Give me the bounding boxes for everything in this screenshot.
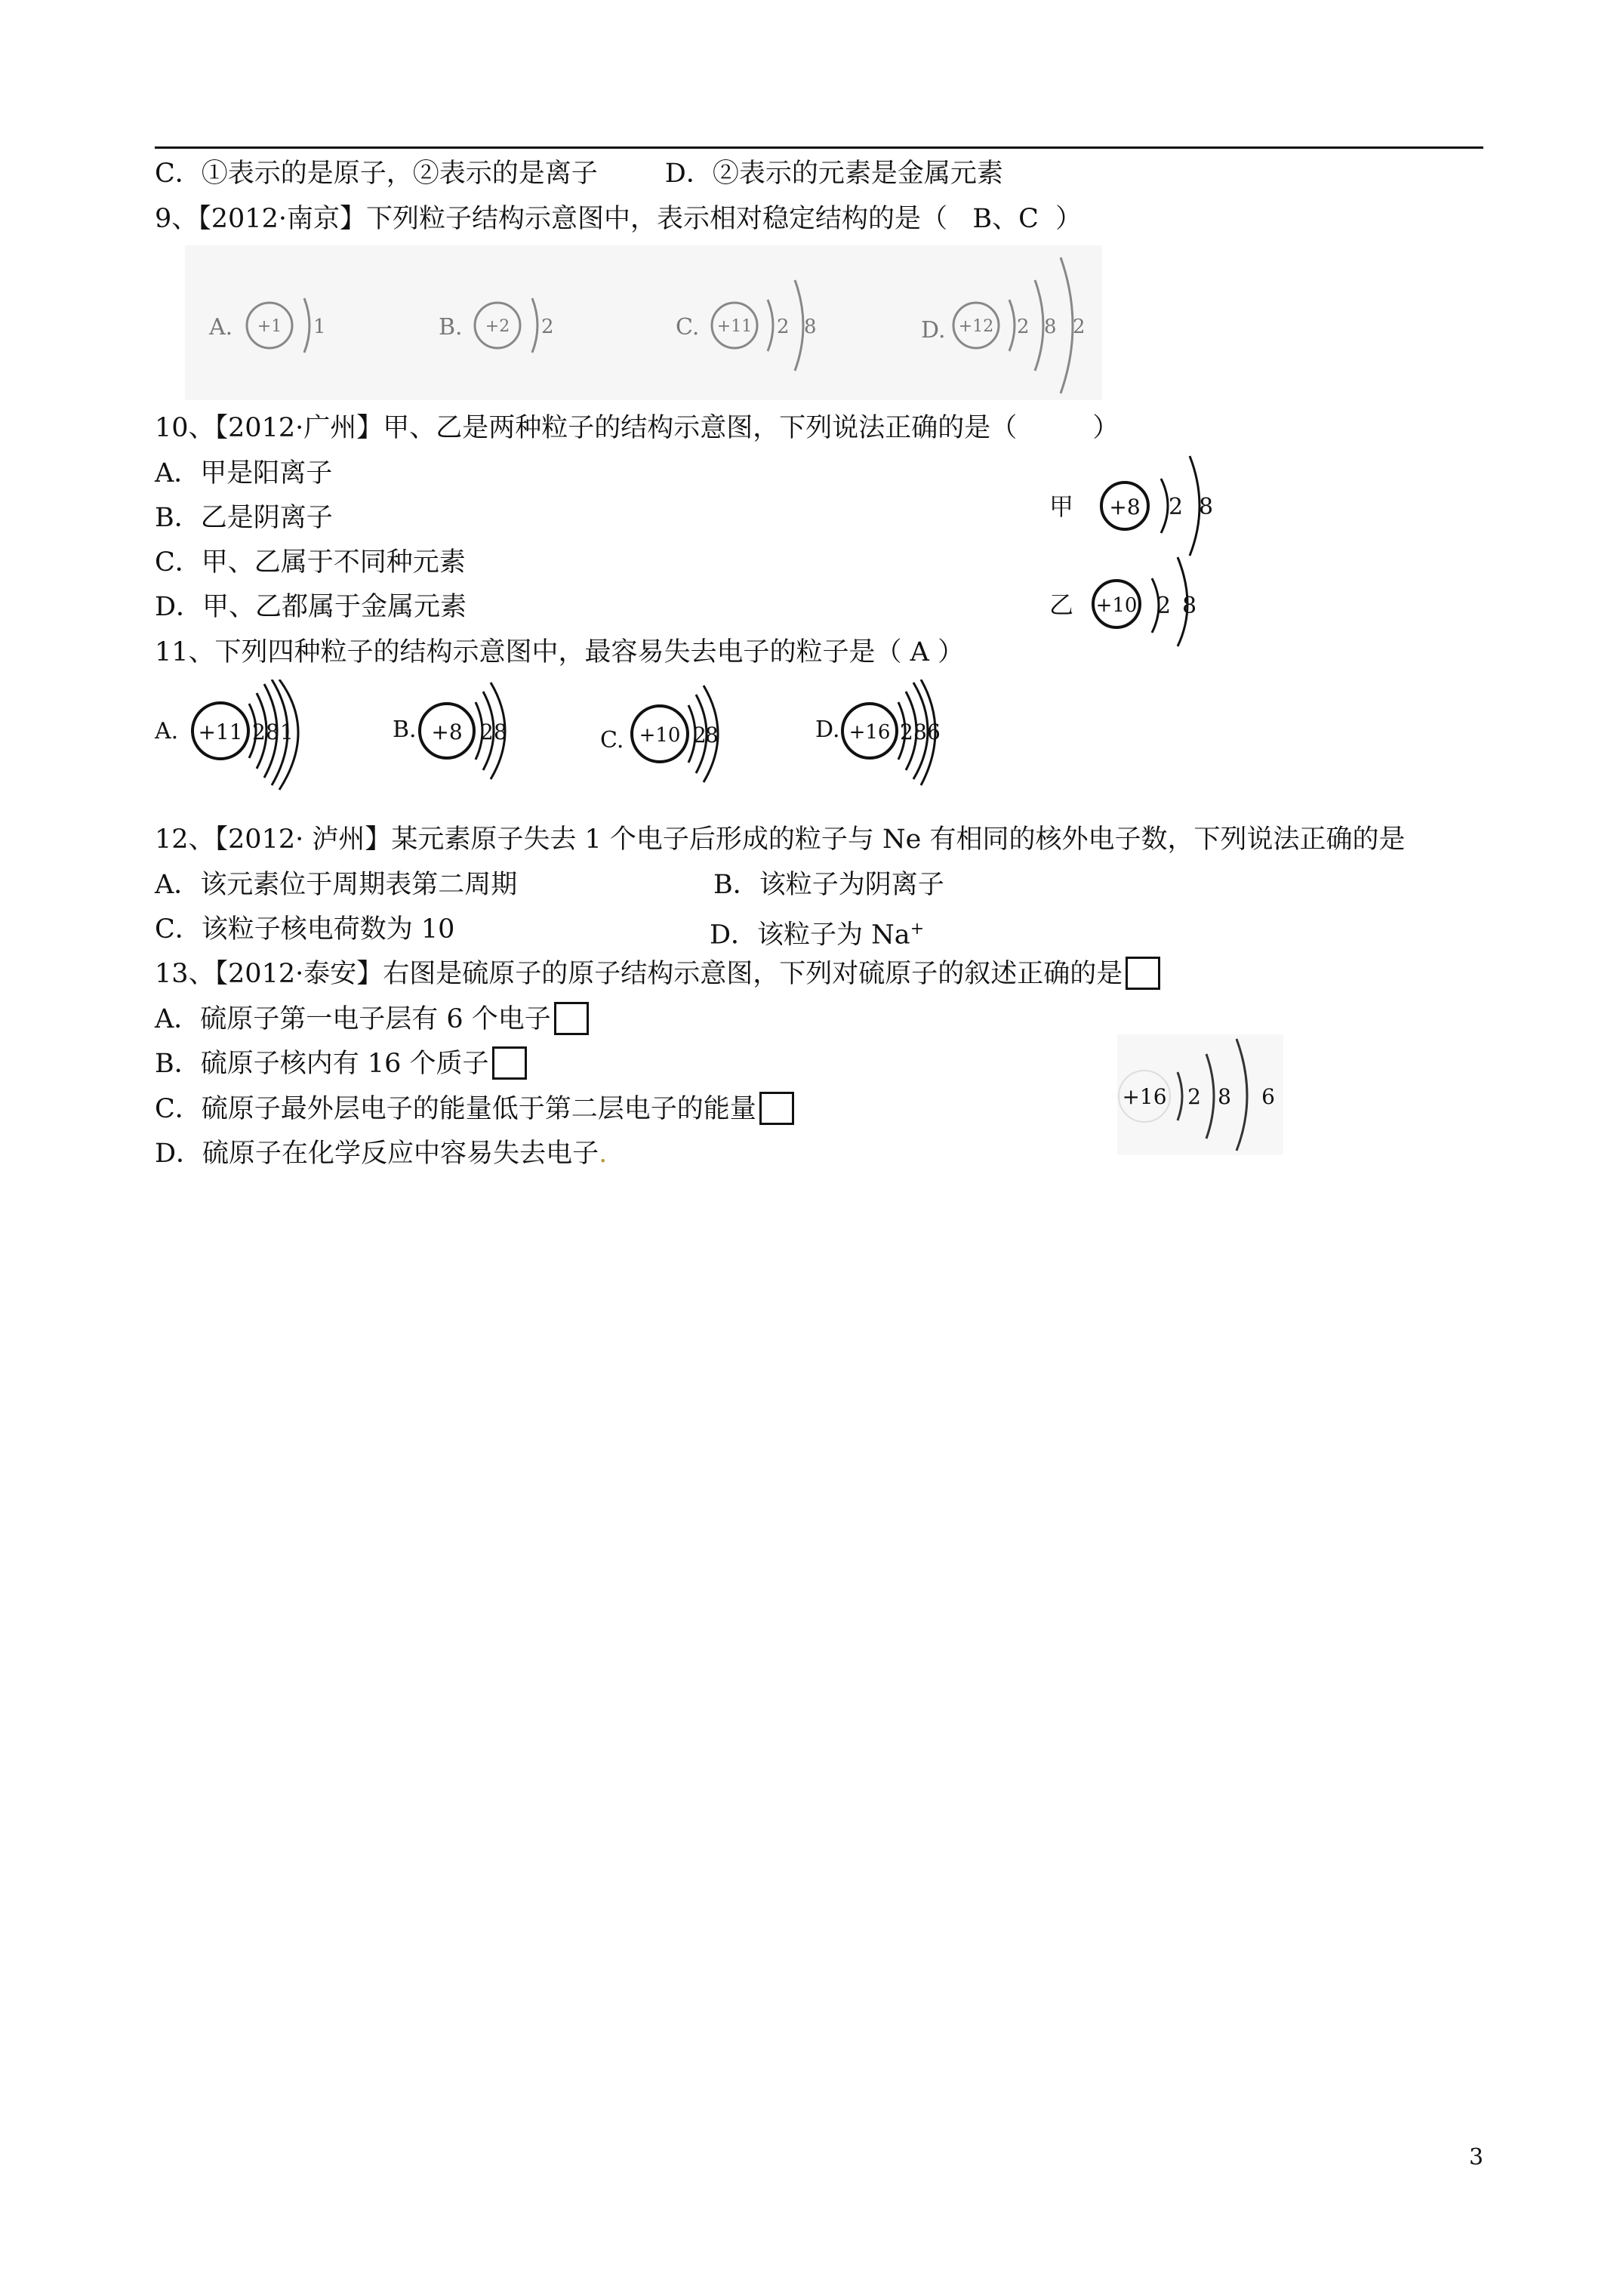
q10-yi-label: 乙 bbox=[1049, 590, 1074, 619]
q9-option-d-shell-3: 2 bbox=[1073, 316, 1086, 338]
q11-option-b-nucleus: +8 bbox=[431, 720, 463, 744]
q11-option-c-nucleus: +10 bbox=[639, 724, 681, 747]
q10-option-c: C．甲、乙属于不同种元素 bbox=[155, 547, 466, 578]
q13-option-d-text: D．硫原子在化学反应中容易失去电子 bbox=[155, 1139, 599, 1169]
q10-jia-nucleus: +8 bbox=[1109, 495, 1141, 519]
q11-option-b-shell-1: 2 bbox=[480, 720, 494, 744]
q13-option-b-text: B．硫原子核内有 16 个质子 bbox=[155, 1049, 489, 1079]
q13-option-c bbox=[155, 1092, 794, 1126]
q10-option-d: D．甲、乙都属于金属元素 bbox=[155, 592, 467, 622]
q12-option-d bbox=[710, 913, 924, 952]
q11-figure bbox=[151, 680, 951, 796]
q9-option-c-shell-1: 2 bbox=[777, 316, 790, 338]
q11-option-d-shell-1: 2 bbox=[900, 720, 913, 744]
q13-option-c-box bbox=[759, 1092, 794, 1125]
q13-option-a-text: A．硫原子第一电子层有 6 个电子 bbox=[155, 1004, 551, 1034]
q13-shell-3: 6 bbox=[1261, 1084, 1275, 1109]
q12-stem: 12、【2012· 泸州】某元素原子失去 1 个电子后形成的粒子与 Ne 有相同的核外电子数，下列说法正确的是 bbox=[155, 824, 1406, 855]
q11-option-b-shell-2: 8 bbox=[494, 720, 507, 744]
q9-option-b-shell-1: 2 bbox=[541, 316, 554, 338]
q9-option-b-nucleus: +2 bbox=[485, 317, 510, 336]
q13-figure bbox=[1117, 1034, 1283, 1158]
header-rule bbox=[155, 146, 1483, 149]
q9-option-a-nucleus: +1 bbox=[257, 317, 282, 336]
q13-nucleus: +16 bbox=[1122, 1084, 1167, 1109]
q13-option-a-box bbox=[554, 1002, 589, 1035]
q9-option-d-letter: D. bbox=[921, 317, 946, 344]
page-number: 3 bbox=[1469, 2144, 1484, 2171]
q8-options-cd: C．①表示的是原子，②表示的是离子 D．②表示的元素是金属元素 bbox=[155, 159, 1003, 189]
q11-option-a-shell-3: 1 bbox=[280, 720, 294, 744]
q9-stem: 9、【2012·南京】下列粒子结构示意图中，表示相对稳定结构的是（ B、C ） bbox=[155, 204, 1083, 234]
q10-jia-shell-2: 8 bbox=[1199, 494, 1214, 520]
q11-option-a-letter: A. bbox=[155, 718, 179, 744]
q12-option-b: B．该粒子为阴离子 bbox=[713, 870, 944, 900]
q10-option-b: B．乙是阴离子 bbox=[155, 503, 333, 533]
q13-stem bbox=[155, 957, 1160, 991]
q13-option-d bbox=[155, 1137, 607, 1170]
q9-option-a-letter: A. bbox=[209, 314, 233, 341]
q11-option-a-shell-1: 2 bbox=[252, 720, 266, 744]
q12-option-a: A．该元素位于周期表第二周期 bbox=[155, 870, 518, 900]
q9-option-d-shell-2: 8 bbox=[1044, 316, 1057, 338]
q11-option-c-letter: C. bbox=[600, 727, 624, 754]
q13-option-c-text: C．硫原子最外层电子的能量低于第二层电子的能量 bbox=[155, 1094, 756, 1124]
q11-option-d-nucleus: +16 bbox=[848, 721, 891, 744]
q12-option-d-superscript: + bbox=[910, 920, 925, 938]
q13-shell-2: 8 bbox=[1218, 1084, 1231, 1109]
q13-option-b-box bbox=[492, 1046, 527, 1080]
q10-option-a: A．甲是阳离子 bbox=[155, 458, 333, 488]
q10-jia-label: 甲 bbox=[1049, 492, 1074, 521]
q13-stem-text: 13、【2012·泰安】右图是硫原子的原子结构示意图，下列对硫原子的叙述正确的是 bbox=[155, 959, 1123, 989]
q9-option-c-letter: C. bbox=[676, 314, 700, 341]
q11-option-d-letter: D. bbox=[815, 717, 840, 743]
q11-stem: 11、下列四种粒子的结构示意图中，最容易失去电子的粒子是（ A ） bbox=[155, 637, 965, 667]
q11-option-a-nucleus: +11 bbox=[198, 720, 243, 744]
q9-option-a-shell-1: 1 bbox=[313, 316, 326, 338]
q10-stem: 10、【2012·广州】甲、乙是两种粒子的结构示意图，下列说法正确的是（ ） bbox=[155, 413, 1119, 443]
q9-option-c-nucleus: +11 bbox=[716, 317, 753, 336]
q10-yi-shell-1: 2 bbox=[1156, 593, 1172, 619]
q11-option-b-letter: B. bbox=[393, 717, 417, 743]
q9-option-b-letter: B. bbox=[439, 314, 463, 341]
q13-option-a bbox=[155, 1002, 589, 1036]
q10-yi-shell-2: 8 bbox=[1182, 593, 1197, 619]
q9-option-d-nucleus: +12 bbox=[958, 317, 994, 336]
q10-jia-shell-1: 2 bbox=[1169, 494, 1184, 520]
q10-figure bbox=[1042, 445, 1238, 652]
q12-option-d-text: D．该粒子为 Na bbox=[710, 920, 910, 951]
q13-answer-box bbox=[1126, 957, 1160, 990]
q11-option-c-shell-2: 8 bbox=[705, 723, 719, 747]
q13-option-b bbox=[155, 1046, 527, 1080]
q11-option-d-shell-2: 8 bbox=[913, 720, 927, 744]
q11-option-a-shell-2: 8 bbox=[266, 720, 279, 744]
q12-option-c: C．该粒子核电荷数为 10 bbox=[155, 914, 455, 945]
q10-yi-nucleus: +10 bbox=[1095, 594, 1138, 617]
q13-option-d-period: . bbox=[599, 1139, 608, 1169]
q13-shell-1: 2 bbox=[1187, 1084, 1201, 1109]
q9-option-d-shell-1: 2 bbox=[1017, 316, 1030, 338]
q11-option-c-shell-1: 2 bbox=[693, 723, 707, 747]
q9-option-c-shell-2: 8 bbox=[804, 316, 817, 338]
q9-figure bbox=[185, 245, 1102, 403]
q11-option-d-shell-3: 6 bbox=[927, 720, 941, 744]
